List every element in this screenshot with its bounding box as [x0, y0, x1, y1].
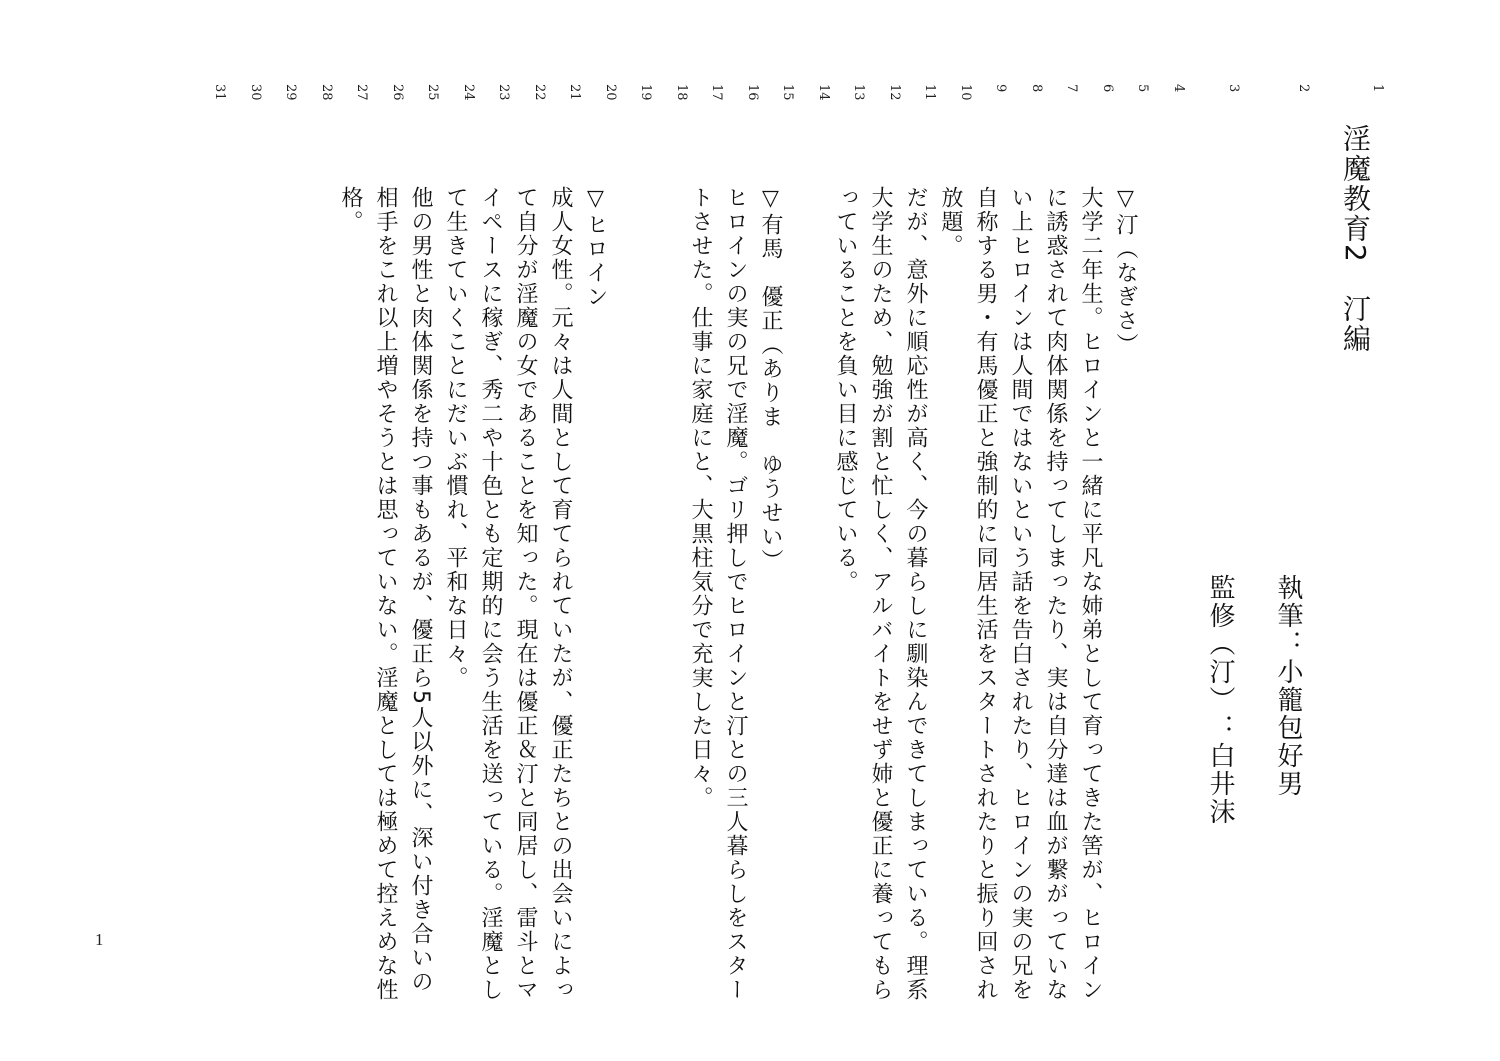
section-heading-heroine: ▽ヒロイン: [583, 186, 608, 309]
text-line: イペースに稼ぎ、秀二や十色とも定期的に会う生活を送っている。淫魔とし: [478, 186, 503, 1002]
line-number: 14: [816, 84, 831, 101]
line-number: 24: [461, 84, 476, 101]
line-number: 18: [674, 84, 689, 101]
line-number: 19: [638, 84, 653, 101]
text-line: 格。: [338, 186, 363, 234]
line-number: 25: [425, 84, 440, 101]
line-number: 3: [1226, 84, 1241, 93]
line-number: 16: [745, 84, 760, 101]
section-heading-nagisa: ▽汀（なぎさ）: [1113, 186, 1138, 357]
line-number: 20: [603, 84, 618, 101]
line-number: 23: [496, 84, 511, 101]
text-line: に誘惑されて肉体関係を持ってしまったり、実は自分達は血が繋がっていな: [1043, 186, 1068, 1002]
line-number: 8: [1029, 84, 1044, 93]
line-number: 27: [354, 84, 369, 101]
page-number: 1: [95, 930, 104, 949]
text-line: 他の男性と肉体関係を持つ事もあるが、優正ら5人以外に、深い付き合いの: [408, 186, 433, 994]
line-number: 13: [851, 84, 866, 101]
text-line: ヒロインの実の兄で淫魔。ゴリ押しでヒロインと汀との三人暮らしをスター: [723, 186, 748, 1002]
line-number: 22: [532, 84, 547, 101]
line-number: 31: [212, 84, 227, 101]
text-line: て生きていくことにだいぶ慣れ、平和な日々。: [443, 186, 468, 690]
text-line: っていることを負い目に感じている。: [833, 186, 858, 594]
section-heading-yusei: ▽有馬 優正（ありま ゆうせい）: [758, 186, 783, 573]
line-number: 26: [390, 84, 405, 101]
text-line: だが、意外に順応性が高く、今の暮らしに馴染んできてしまっている。理系: [903, 186, 928, 1002]
line-number: 4: [1171, 84, 1186, 93]
line-number: 17: [709, 84, 724, 101]
text-line: て自分が淫魔の女であることを知った。現在は優正＆汀と同居し、雷斗とマ: [513, 186, 538, 1002]
text-line: 相手をこれ以上増やそうとは思っていない。淫魔としては極めて控えめな性: [373, 186, 398, 1002]
author-credit: 執筆：小籠包好男: [1273, 574, 1303, 798]
text-line: 自称する男・有馬優正と強制的に同居生活をスタートされたりと振り回され: [973, 186, 998, 1002]
line-number: 21: [567, 84, 582, 101]
line-number: 11: [922, 84, 937, 101]
text-line: 放題。: [938, 186, 963, 258]
text-line: 成人女性。元々は人間として育てられていたが、優正たちとの出会いによっ: [548, 186, 573, 1002]
line-number: 1: [1370, 84, 1385, 93]
document-title: 淫魔教育2 汀編: [1339, 124, 1372, 354]
text-line: 大学生のため、勉強が割と忙しく、アルバイトをせず姉と優正に養ってもら: [868, 186, 893, 1002]
text-line: い上ヒロインは人間ではないという話を告白されたり、ヒロインの実の兄を: [1008, 186, 1033, 1002]
line-number: 7: [1064, 84, 1079, 93]
text-line: 大学二年生。ヒロインと一緒に平凡な姉弟として育ってきた筈が、ヒロイン: [1078, 186, 1103, 1002]
line-number: 30: [248, 84, 263, 101]
line-number: 6: [1100, 84, 1115, 93]
line-number: 29: [283, 84, 298, 101]
text-line: トさせた。仕事に家庭にと、大黒柱気分で充実した日々。: [688, 186, 713, 810]
line-number: 2: [1296, 84, 1311, 93]
supervisor-credit: 監修（汀）：白井沫: [1205, 574, 1235, 826]
line-number: 12: [887, 84, 902, 101]
line-number: 9: [993, 84, 1008, 93]
line-number: 10: [958, 84, 973, 101]
line-number: 15: [780, 84, 795, 101]
line-number: 5: [1135, 84, 1150, 93]
line-number: 28: [319, 84, 334, 101]
